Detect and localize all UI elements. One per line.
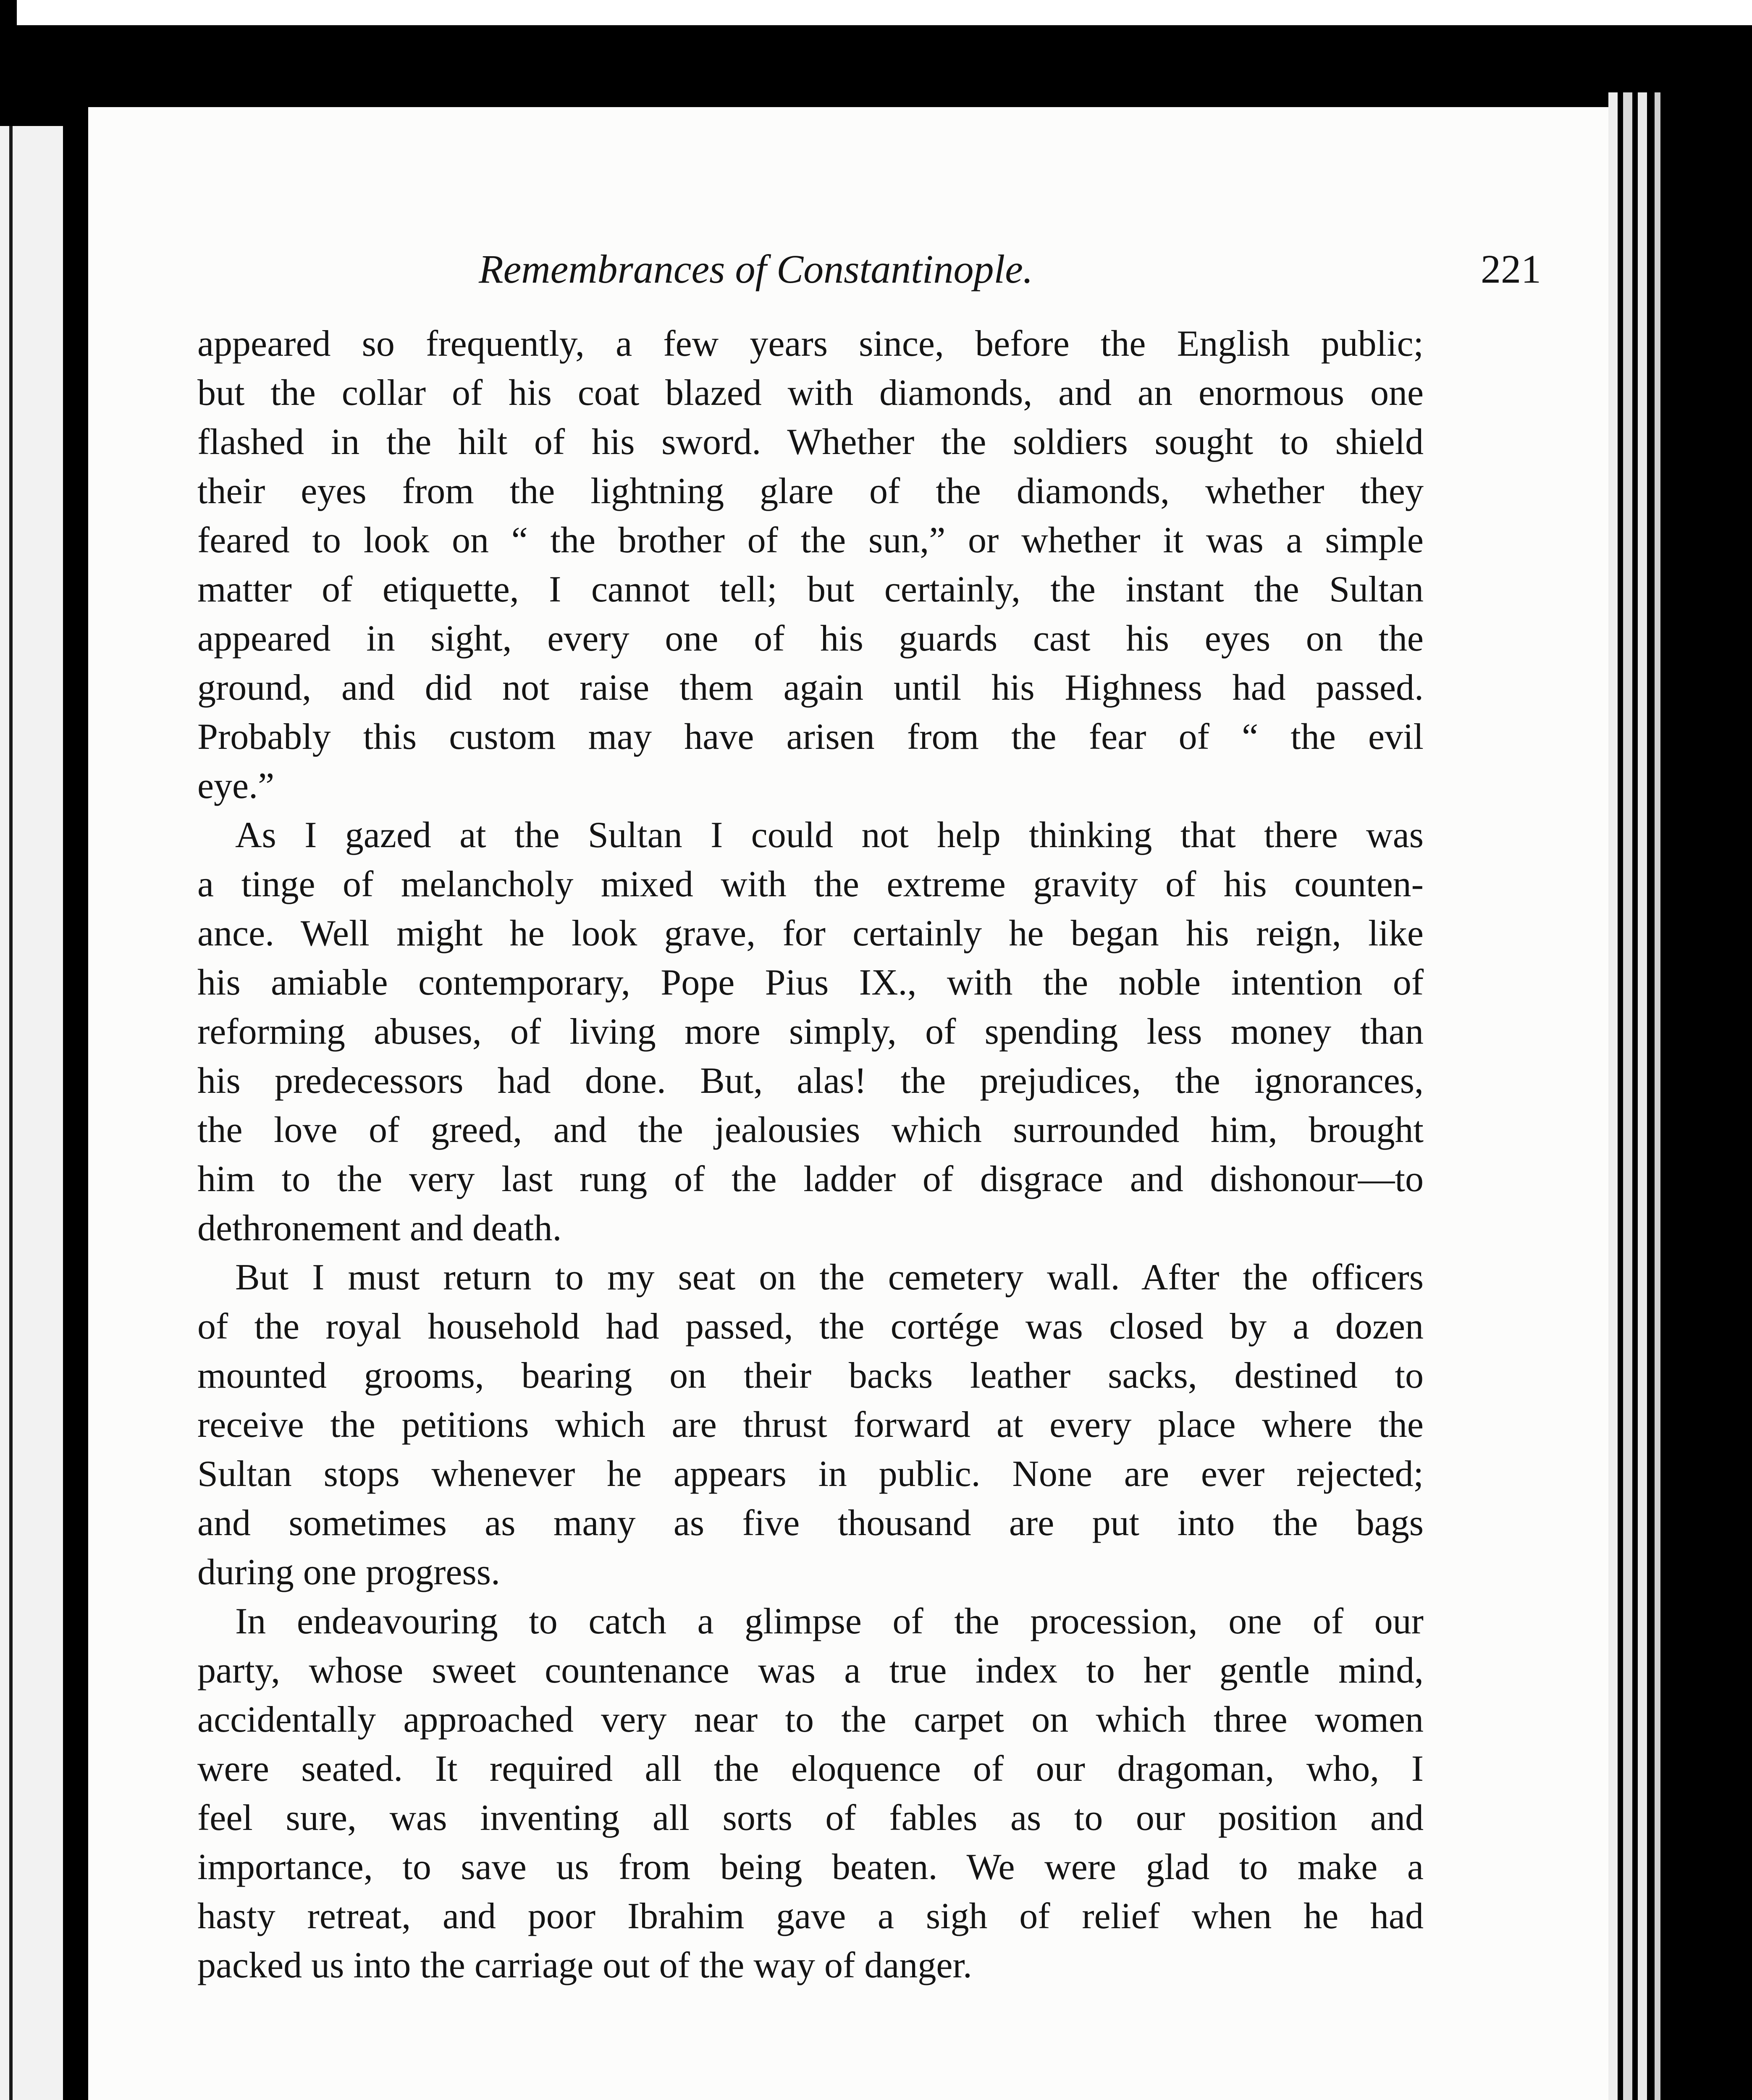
text-line: Probably this custom may have arisen from the fear of “ the evil: [197, 717, 1424, 757]
page-number: 221: [1481, 247, 1541, 291]
text-line: during one progress.: [197, 1552, 500, 1593]
page-stack-edge: [1623, 92, 1632, 2100]
text-line: his predecessors had done. But, alas! the prejudices, the ignorances,: [197, 1060, 1424, 1101]
text-line: mounted grooms, bearing on their backs leather sacks, destined to: [197, 1355, 1424, 1396]
paragraph: [197, 1253, 1424, 1597]
text-line: ground, and did not raise them again until his Highness had passed.: [197, 667, 1424, 708]
page-stack-edge: [1638, 92, 1647, 2100]
text-line: hasty retreat, and poor Ibrahim gave a sigh of relief when he had: [197, 1896, 1424, 1937]
text-line: eye.”: [197, 766, 275, 806]
text-line: importance, to save us from being beaten. We were glad to make a: [197, 1847, 1424, 1887]
text-line: feared to look on “ the brother of the sun,” or whether it was a simple: [197, 520, 1424, 561]
running-head: [197, 246, 1541, 304]
page-stack-edge: [1655, 92, 1660, 2100]
text-line: flashed in the hilt of his sword. Whether the soldiers sought to shield: [197, 422, 1424, 462]
paragraph: [197, 1597, 1424, 1990]
text-line: reforming abuses, of living more simply, of spending less money than: [197, 1011, 1424, 1052]
text-line: of the royal household had passed, the cortége was closed by a dozen: [197, 1306, 1424, 1347]
text-line: ance. Well might he look grave, for certainly he began his reign, like: [197, 913, 1424, 954]
text-line: In endeavouring to catch a glimpse of the procession, one of our: [235, 1601, 1424, 1642]
text-line: a tinge of melancholy mixed with the extreme gravity of his counten-: [197, 864, 1424, 905]
text-line: him to the very last rung of the ladder of disgrace and dishonour—to: [197, 1159, 1424, 1200]
text-line: Sultan stops whenever he appears in public. None are ever rejected;: [197, 1454, 1424, 1494]
scan-top-strip: [0, 0, 1752, 25]
text-line: dethronement and death.: [197, 1208, 562, 1249]
text-line: and sometimes as many as five thousand are put into the bags: [197, 1503, 1424, 1544]
paragraph: [197, 811, 1424, 1253]
text-line: party, whose sweet countenance was a true index to her gentle mind,: [197, 1650, 1424, 1691]
text-line: feel sure, was inventing all sorts of fables as to our position and: [197, 1798, 1424, 1838]
text-line: his amiable contemporary, Pope Pius IX., with the noble intention of: [197, 962, 1424, 1003]
text-line: But I must return to my seat on the cemetery wall. After the officers: [235, 1257, 1424, 1298]
text-line: matter of etiquette, I cannot tell; but certainly, the instant the Sultan: [197, 569, 1424, 610]
text-line: appeared so frequently, a few years since, before the English public;: [197, 323, 1424, 364]
text-line: their eyes from the lightning glare of the diamonds, whether they: [197, 471, 1424, 512]
text-line: accidentally approached very near to the carpet on which three women: [197, 1699, 1424, 1740]
text-line: but the collar of his coat blazed with diamonds, and an enormous one: [197, 373, 1424, 413]
text-line: packed us into the carriage out of the way of danger.: [197, 1945, 972, 1986]
text-line: were seated. It required all the eloquence of our dragoman, who, I: [197, 1748, 1424, 1789]
text-line: As I gazed at the Sultan I could not help thinking that there was: [235, 815, 1424, 856]
body-text: [197, 319, 1424, 1990]
scan-top-rule: [0, 0, 17, 25]
text-line: appeared in sight, every one of his guards cast his eyes on the: [197, 618, 1424, 659]
running-title: Remembrances of Constantinople.: [479, 247, 1033, 291]
previous-page-rule: [9, 126, 13, 2100]
text-line: the love of greed, and the jealousies which surrounded him, brought: [197, 1110, 1424, 1150]
book-page: [88, 107, 1608, 2100]
paragraph: [197, 319, 1424, 811]
page-stack-edge: [1608, 92, 1618, 2100]
text-line: receive the petitions which are thrust forward at every place where the: [197, 1404, 1424, 1445]
